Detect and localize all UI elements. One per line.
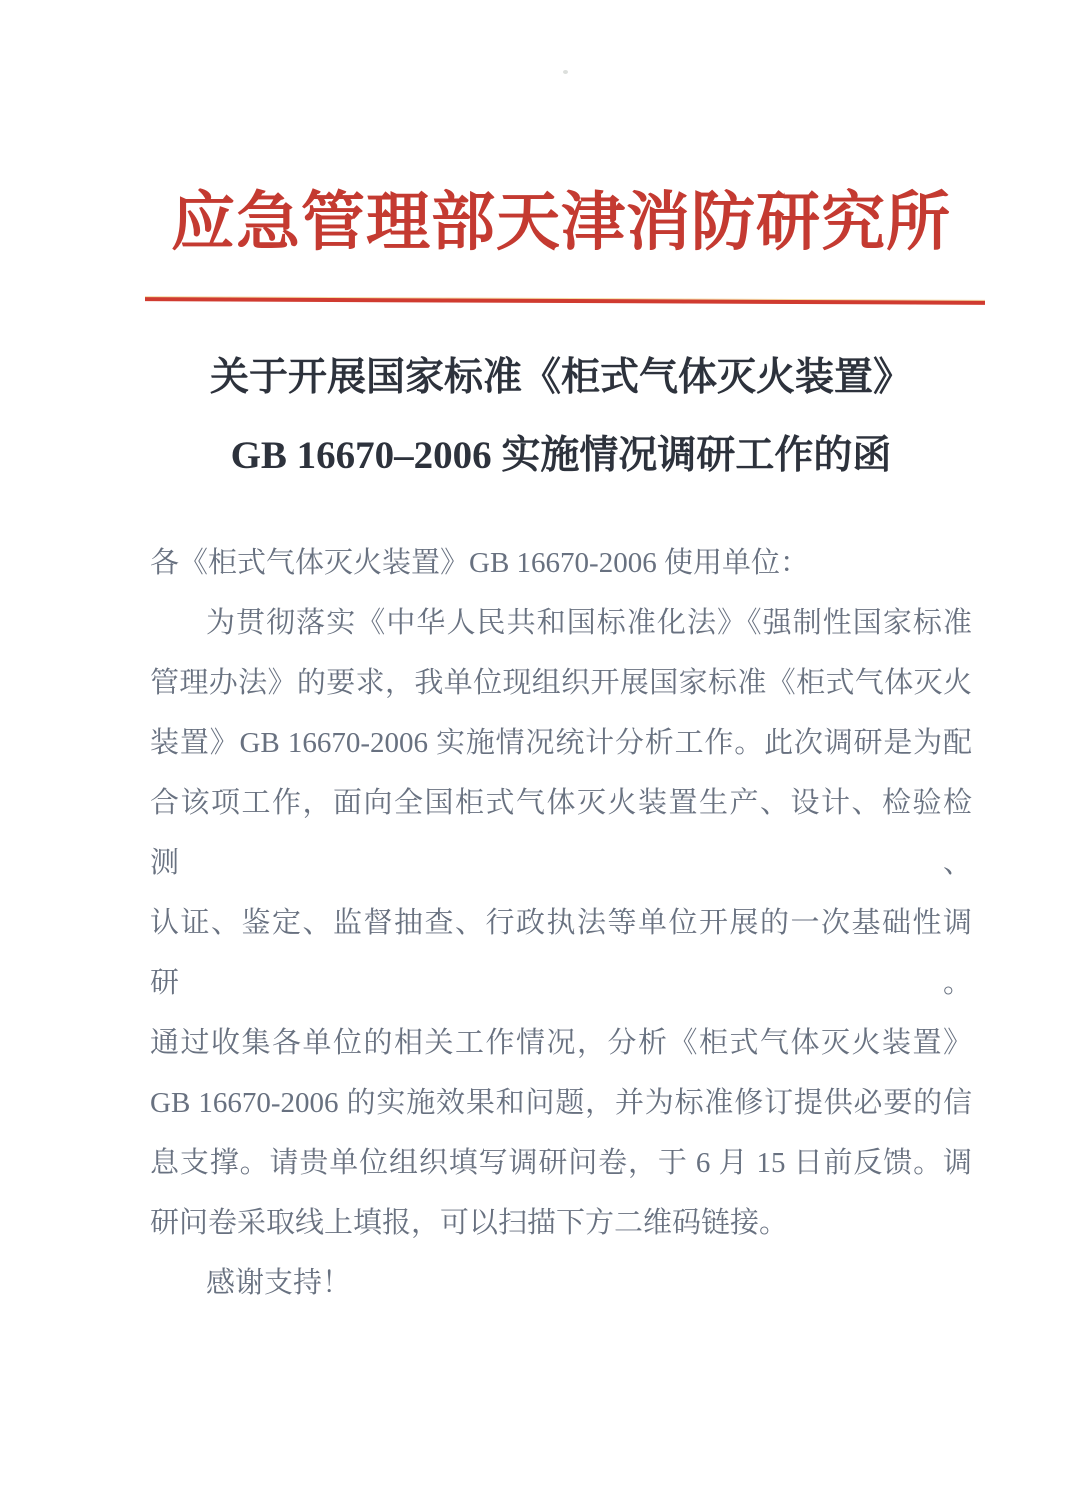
body-line: 研问卷采取线上填报，可以扫描下方二维码链接。 [150,1207,789,1239]
body-line: 合该项工作，面向全国柜式气体灭火装置生产、设计、检验检测、 [150,787,972,879]
body-line: GB 16670-2006 的实施效果和问题，并为标准修订提供必要的信 [150,1087,972,1119]
body-line: 管理办法》的要求，我单位现组织开展国家标准《柜式气体灭火 [150,667,972,699]
body-line-closing: 感谢支持！ [206,1267,352,1299]
body-line-salutation: 各《柜式气体灭火装置》GB 16670-2006 使用单位： [150,547,809,579]
document-title-line-1: 关于开展国家标准《柜式气体灭火装置》 [209,356,912,399]
document-title [150,339,972,495]
body-line: 装置》GB 16670-2006 实施情况统计分析工作。此次调研是为配 [150,727,972,759]
body-line: 为贯彻落实《中华人民共和国标准化法》《强制性国家标准 [206,607,972,639]
body-line: 认证、鉴定、监督抽查、行政执法等单位开展的一次基础性调研。 [150,907,972,999]
letterhead-org-name: 应急管理部天津消防研究所 [171,187,951,258]
document-title-line-2: GB 16670–2006 实施情况调研工作的函 [230,434,892,477]
body-line: 息支撑。请贵单位组织填写调研问卷，于 6 月 15 日前反馈。调 [150,1147,972,1179]
document-content [150,0,972,1313]
letterhead-divider-rule [145,297,985,305]
body-line: 通过收集各单位的相关工作情况，分析《柜式气体灭火装置》 [150,1027,972,1059]
letter-body [150,533,972,1313]
